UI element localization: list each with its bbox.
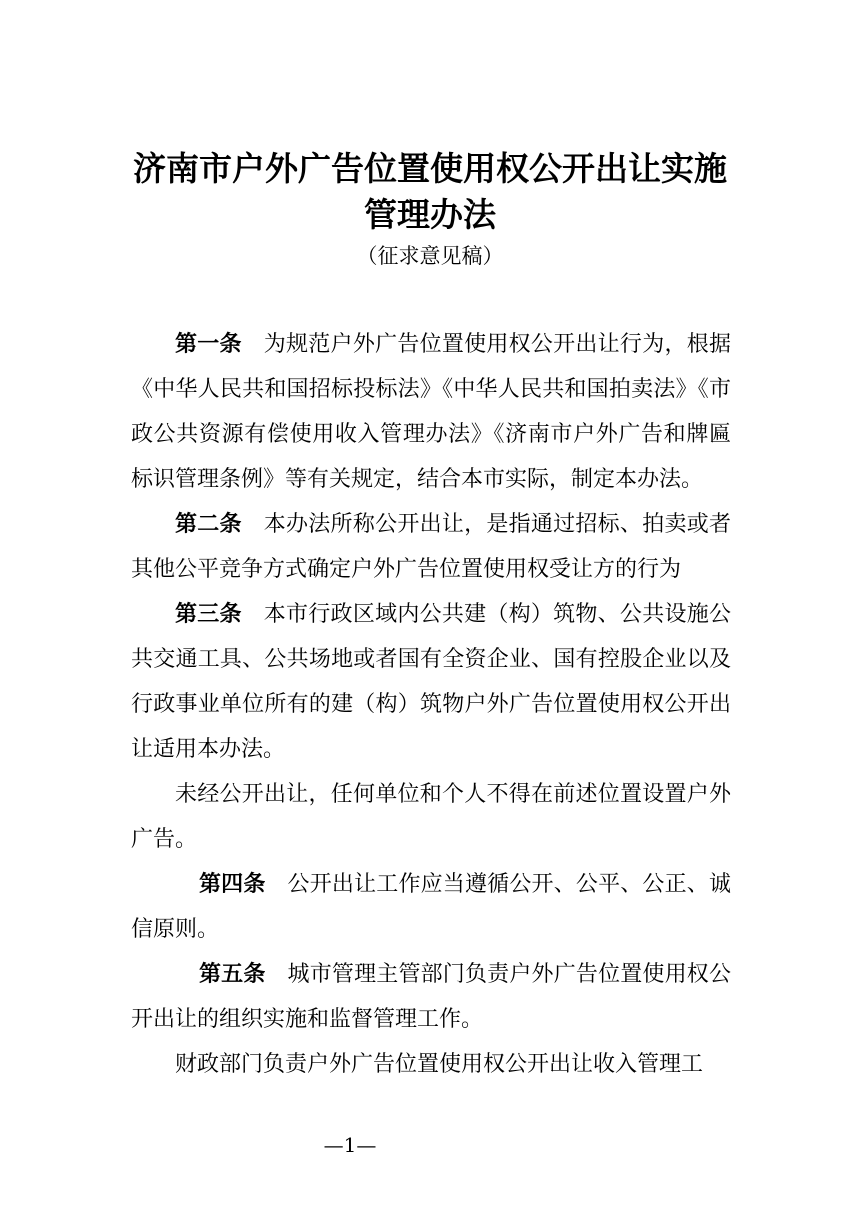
document-subtitle: （征求意见稿）	[356, 244, 504, 268]
page-number: —1—	[323, 1133, 377, 1157]
article-2-label: 第二条	[175, 512, 242, 537]
article-3-paragraph-2	[131, 772, 731, 862]
article-5-text: 城市管理主管部门负责户外广告位置使用权公开出让的组织实施和监督管理工作。	[131, 962, 731, 1032]
article-1	[131, 322, 731, 502]
article-5-paragraph-2-text: 财政部门负责户外广告位置使用权公开出让收入管理工	[175, 1052, 704, 1077]
article-3-text: 本市行政区域内公共建（构）筑物、公共设施公共交通工具、公共场地或者国有全资企业、国有控股企业以及行政事业单位所有的建（构）筑物户外广告位置使用权公开出让适用本办法。	[131, 602, 731, 762]
article-4-label: 第四条	[199, 872, 266, 897]
document-title-line-1: 济南市户外广告位置使用权公开出让实施	[133, 149, 727, 188]
article-4-text: 公开出让工作应当遵循公开、公平、公正、诚信原则。	[131, 872, 731, 942]
document-body	[131, 322, 731, 1087]
article-2-text: 本办法所称公开出让，是指通过招标、拍卖或者其他公平竞争方式确定户外广告位置使用权受让方的行为	[131, 512, 731, 582]
document-title-line-2: 管理办法	[364, 195, 496, 234]
article-1-label: 第一条	[175, 332, 242, 357]
article-3-label: 第三条	[175, 602, 242, 627]
article-4	[131, 862, 731, 952]
article-5-label: 第五条	[199, 962, 266, 987]
article-2	[131, 502, 731, 592]
article-1-text: 为规范户外广告位置使用权公开出让行为，根据《中华人民共和国招标投标法》《中华人民共和国拍卖法》《市政公共资源有偿使用收入管理办法》《济南市户外广告和牌匾标识管理条例》等有关规定，结合本市实际，制定本办法。	[131, 332, 731, 492]
article-5-paragraph-2	[131, 1042, 731, 1087]
article-3	[131, 592, 731, 772]
article-3-paragraph-2-text: 未经公开出让，任何单位和个人不得在前述位置设置户外广告。	[131, 782, 731, 852]
article-5	[131, 952, 731, 1042]
